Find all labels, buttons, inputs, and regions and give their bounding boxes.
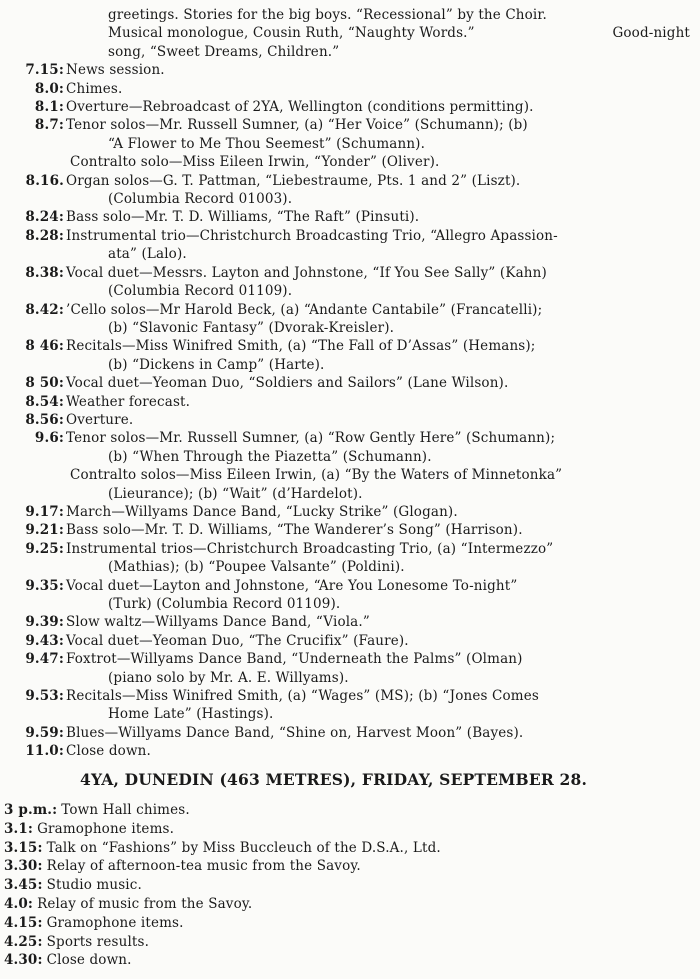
- program-entry-continuation: [12, 558, 690, 576]
- entry-text: Home Late” (Hastings).: [108, 706, 274, 723]
- intro-line: [12, 6, 690, 24]
- entry-text: Overture—Rebroadcast of 2YA, Wellington (conditions permitting).: [66, 99, 534, 116]
- entry-time: 4.25:: [4, 933, 43, 950]
- entry-text: Sports results.: [46, 933, 150, 950]
- program-entry: [12, 650, 690, 668]
- program-entry: [12, 613, 690, 631]
- program-entry: [12, 61, 690, 79]
- entry-text: Studio music.: [46, 877, 142, 894]
- program-entry: [12, 632, 690, 650]
- entry-time: 9.35:: [25, 577, 64, 594]
- program-entry: [4, 914, 690, 933]
- entry-text: (Mathias); (b) “Poupee Valsante” (Poldini).: [108, 559, 405, 576]
- program-entry: [4, 801, 690, 820]
- entry-text: ’Cello solos—Mr Harold Beck, (a) “Andante Cantabile” (Francatelli);: [66, 301, 543, 318]
- entry-text: Instrumental trio—Christchurch Broadcasting Trio, “Allegro Apassion-: [66, 227, 558, 244]
- entry-text: Instrumental trios—Christchurch Broadcasting Trio, (a) “Intermezzo”: [66, 540, 554, 557]
- entry-time: 9.17:: [25, 503, 64, 520]
- entry-text: Organ solos—G. T. Pattman, “Liebestraume, Pts. 1 and 2” (Liszt).: [66, 172, 521, 189]
- entry-text: (Columbia Record 01109).: [108, 283, 293, 300]
- entry-text: Vocal duet—Yeoman Duo, “The Crucifix” (Faure).: [66, 632, 409, 649]
- program-entry: [4, 857, 690, 876]
- entry-text: March—Willyams Dance Band, “Lucky Strike” (Glogan).: [66, 503, 458, 520]
- program-entry: [12, 742, 690, 760]
- entry-time: 8 50:: [25, 375, 64, 392]
- program-entry-continuation: [12, 135, 690, 153]
- program-entry-continuation: [12, 319, 690, 337]
- entry-time: 8 46:: [25, 338, 64, 355]
- program-entry: [12, 577, 690, 595]
- entry-text: Vocal duet—Layton and Johnstone, “Are You Lonesome To-night”: [66, 577, 518, 594]
- program-entry-continuation: [12, 595, 690, 613]
- program-entry-continuation: [12, 190, 690, 208]
- entry-text: (Columbia Record 01003).: [108, 191, 293, 208]
- entry-text: (piano solo by Mr. A. E. Willyams).: [108, 669, 349, 686]
- entry-text: Weather forecast.: [66, 393, 191, 410]
- entry-time: 3.30:: [4, 858, 43, 875]
- program-entry: [4, 876, 690, 895]
- program-entry: [12, 80, 690, 98]
- entry-text: News session.: [66, 62, 165, 79]
- program-4ya: [4, 801, 690, 970]
- program-entry: [12, 429, 690, 447]
- entry-time: 9.39:: [25, 614, 64, 631]
- intro-line: [12, 43, 690, 61]
- program-entry: [12, 337, 690, 355]
- entry-time: 9.53:: [25, 688, 64, 705]
- entry-time: 9.59:: [25, 724, 64, 741]
- entry-text: Gramophone items.: [46, 914, 184, 931]
- entry-text: (b) “Slavonic Fantasy” (Dvorak-Kreisler).: [108, 319, 395, 336]
- entry-time: 8.54:: [25, 393, 64, 410]
- program-entry-continuation: [12, 448, 690, 466]
- program-entry: [4, 895, 690, 914]
- program-entry-continuation: [12, 485, 690, 503]
- entry-text: Relay of afternoon-tea music from the Savoy.: [46, 858, 361, 875]
- entry-time: 3.1:: [4, 820, 34, 837]
- program-2ya-continued: [12, 6, 690, 761]
- entry-time: 4.0:: [4, 895, 34, 912]
- program-entry: [12, 687, 690, 705]
- program-list: [4, 801, 690, 970]
- program-entry: [12, 374, 690, 392]
- entry-time: 8.0:: [34, 80, 64, 97]
- program-entry: [12, 172, 690, 190]
- entry-time: 9.47:: [25, 651, 64, 668]
- entry-time: 7.15:: [25, 62, 64, 79]
- entry-time: 9.43:: [25, 632, 64, 649]
- program-entry: [12, 264, 690, 282]
- entry-time: 9.21:: [25, 522, 64, 539]
- entry-time: 8.38:: [25, 264, 64, 281]
- program-entry: [4, 820, 690, 839]
- entry-text: Talk on “Fashions” by Miss Buccleuch of the D.S.A., Ltd.: [46, 839, 441, 856]
- entry-text: Vocal duet—Messrs. Layton and Johnstone, “If You See Sally” (Kahn): [66, 264, 547, 281]
- program-entry-continuation: [12, 669, 690, 687]
- entry-text: Tenor solos—Mr. Russell Sumner, (a) “Her Voice” (Schumann); (b): [66, 117, 528, 134]
- intro-text: greetings. Stories for the big boys. “Recessional” by the Choir.: [108, 7, 547, 23]
- entry-time: 8.7:: [34, 117, 64, 134]
- entry-time: 4.15:: [4, 914, 43, 931]
- program-entry: [12, 227, 690, 245]
- program-entry: [12, 98, 690, 116]
- entry-text: Close down.: [46, 952, 132, 969]
- program-entry-continuation: [12, 705, 690, 723]
- entry-time: 8.28:: [25, 227, 64, 244]
- program-entry: [12, 116, 690, 134]
- program-entry: [4, 839, 690, 858]
- entry-text: Bass solo—Mr. T. D. Williams, “The Raft” (Pinsuti).: [66, 209, 420, 226]
- program-entry: [12, 411, 690, 429]
- entry-text: Overture.: [66, 411, 134, 428]
- entry-time: 3 p.m.:: [4, 802, 58, 818]
- program-entry: [12, 466, 690, 484]
- entry-text: (b) “Dickens in Camp” (Harte).: [108, 356, 325, 373]
- program-entry: [12, 503, 690, 521]
- entry-text: Slow waltz—Willyams Dance Band, “Viola.”: [66, 614, 370, 631]
- entry-text: (b) “When Through the Piazetta” (Schumann).: [108, 448, 432, 465]
- entry-text: “A Flower to Me Thou Seemest” (Schumann).: [108, 135, 426, 152]
- entry-text: Contralto solo—Miss Eileen Irwin, “Yonder” (Oliver).: [70, 154, 440, 171]
- program-entry-continuation: [12, 356, 690, 374]
- entry-text: Chimes.: [66, 80, 123, 97]
- entry-text: ata” (Lalo).: [108, 246, 187, 263]
- entry-text: Blues—Willyams Dance Band, “Shine on, Harvest Moon” (Bayes).: [66, 724, 524, 741]
- entry-text: Relay of music from the Savoy.: [37, 895, 253, 912]
- entry-time: 8.42:: [25, 301, 64, 318]
- entry-text: Vocal duet—Yeoman Duo, “Soldiers and Sailors” (Lane Wilson).: [66, 375, 509, 392]
- entry-text: Gramophone items.: [37, 820, 175, 837]
- program-list: [12, 61, 690, 760]
- entry-time: 3.45:: [4, 877, 43, 894]
- program-entry: [4, 933, 690, 952]
- program-entry: [12, 540, 690, 558]
- program-entry-continuation: [12, 245, 690, 263]
- program-entry: [12, 208, 690, 226]
- intro-text: song, “Sweet Dreams, Children.”: [108, 43, 340, 60]
- entry-text: Close down.: [66, 743, 151, 760]
- entry-text: Recitals—Miss Winifred Smith, (a) “The Fall of D’Assas” (Hemans);: [66, 338, 536, 355]
- entry-text: Contralto solos—Miss Eileen Irwin, (a) “By the Waters of Minnetonka”: [70, 467, 563, 484]
- entry-text: (Turk) (Columbia Record 01109).: [108, 596, 341, 612]
- program-entry: [12, 724, 690, 742]
- entry-text: (Lieurance); (b) “Wait” (d’Hardelot).: [108, 485, 363, 502]
- program-entry-continuation: [12, 282, 690, 300]
- program-entry: [12, 301, 690, 319]
- entry-text: Town Hall chimes.: [61, 802, 190, 818]
- entry-time: 9.25:: [25, 540, 64, 557]
- intro-line: [12, 24, 690, 42]
- entry-text: Recitals—Miss Winifred Smith, (a) “Wages” (MS); (b) “Jones Comes: [66, 688, 539, 705]
- entry-time: 11.0:: [25, 743, 64, 760]
- program-entry: [12, 153, 690, 171]
- intro-text: Good-night: [612, 25, 690, 42]
- intro-text: Musical monologue, Cousin Ruth, “Naughty Words.”: [108, 25, 475, 42]
- program-entry: [4, 951, 690, 970]
- entry-time: 8.1:: [34, 99, 64, 116]
- station-heading: 4YA, DUNEDIN (463 METRES), FRIDAY, SEPTEMBER 28.: [80, 770, 588, 789]
- entry-time: 8.16.: [25, 172, 64, 189]
- program-entry: [12, 393, 690, 411]
- entry-time: 9.6:: [34, 430, 64, 447]
- entry-text: Bass solo—Mr. T. D. Williams, “The Wanderer’s Song” (Harrison).: [66, 522, 523, 539]
- program-entry: [12, 521, 690, 539]
- entry-time: 3.15:: [4, 839, 43, 856]
- entry-time: 8.56:: [25, 411, 64, 428]
- entry-time: 4.30:: [4, 952, 43, 969]
- entry-time: 8.24:: [25, 209, 64, 226]
- entry-text: Foxtrot—Willyams Dance Band, “Underneath the Palms” (Olman): [66, 651, 523, 668]
- entry-text: Tenor solos—Mr. Russell Sumner, (a) “Row Gently Here” (Schumann);: [66, 430, 556, 447]
